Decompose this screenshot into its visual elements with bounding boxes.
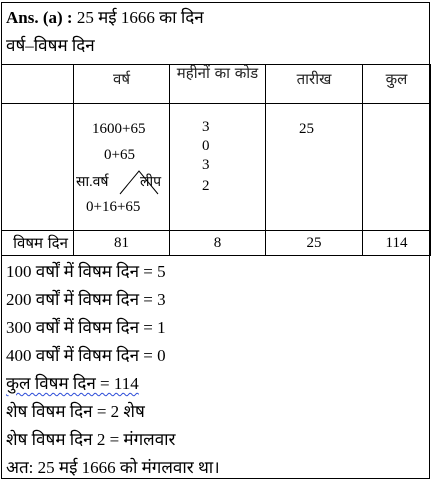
header-date: तारीख — [266, 65, 363, 104]
body-label-cell — [2, 104, 74, 231]
odd-days-date: 25 — [266, 231, 363, 256]
note-line: 400 वर्षों में विषम दिन = 0 — [6, 346, 166, 365]
total-cell — [363, 104, 431, 231]
odd-days-total: 114 — [363, 231, 431, 256]
header-month-code: महीनों का कोड — [170, 65, 266, 104]
month-code-2: 0 — [202, 138, 210, 154]
year-calc-line2: 0+65 — [104, 147, 135, 163]
date-value: 25 — [299, 121, 314, 137]
header-empty — [2, 65, 74, 104]
odd-days-month: 8 — [170, 231, 266, 256]
note-line: कुल विषम दिन = 114 — [6, 374, 139, 393]
header-total: कुल — [363, 65, 431, 104]
year-calc-line1: 1600+65 — [92, 121, 146, 137]
odd-days-label: विषम दिन — [2, 231, 74, 256]
calculation-table — [1, 64, 431, 256]
note-line: 100 वर्षों में विषम दिन = 5 — [6, 262, 166, 281]
month-code-cell — [170, 104, 266, 231]
subheading: वर्ष–विषम दिन — [6, 36, 95, 55]
ordinary-year-label: सा.वर्ष — [76, 175, 109, 190]
note-line: 300 वर्षों में विषम दिन = 1 — [6, 318, 166, 337]
question-text: 25 मई 1666 का दिन — [76, 8, 204, 27]
answer-heading — [6, 8, 204, 28]
month-code-3: 3 — [202, 157, 210, 173]
note-line: शेष विषम दिन 2 = मंगलवार — [6, 430, 176, 449]
year-calc-line3: 0+16+65 — [86, 199, 141, 215]
odd-days-year: 81 — [74, 231, 170, 256]
header-year: वर्ष — [74, 65, 170, 104]
month-code-1: 3 — [202, 119, 210, 135]
date-cell — [266, 104, 363, 231]
conclusion-line: अत: 25 मई 1666 को मंगलवार था। — [6, 458, 220, 477]
leap-year-label: लीप — [140, 175, 162, 190]
note-line: शेष विषम दिन = 2 शेष — [6, 402, 145, 421]
month-code-4: 2 — [202, 178, 210, 194]
answer-label: Ans. (a) : — [6, 8, 73, 27]
odd-days-row — [2, 231, 431, 256]
year-calc-cell — [74, 104, 170, 231]
note-line: 200 वर्षों में विषम दिन = 3 — [6, 290, 166, 309]
